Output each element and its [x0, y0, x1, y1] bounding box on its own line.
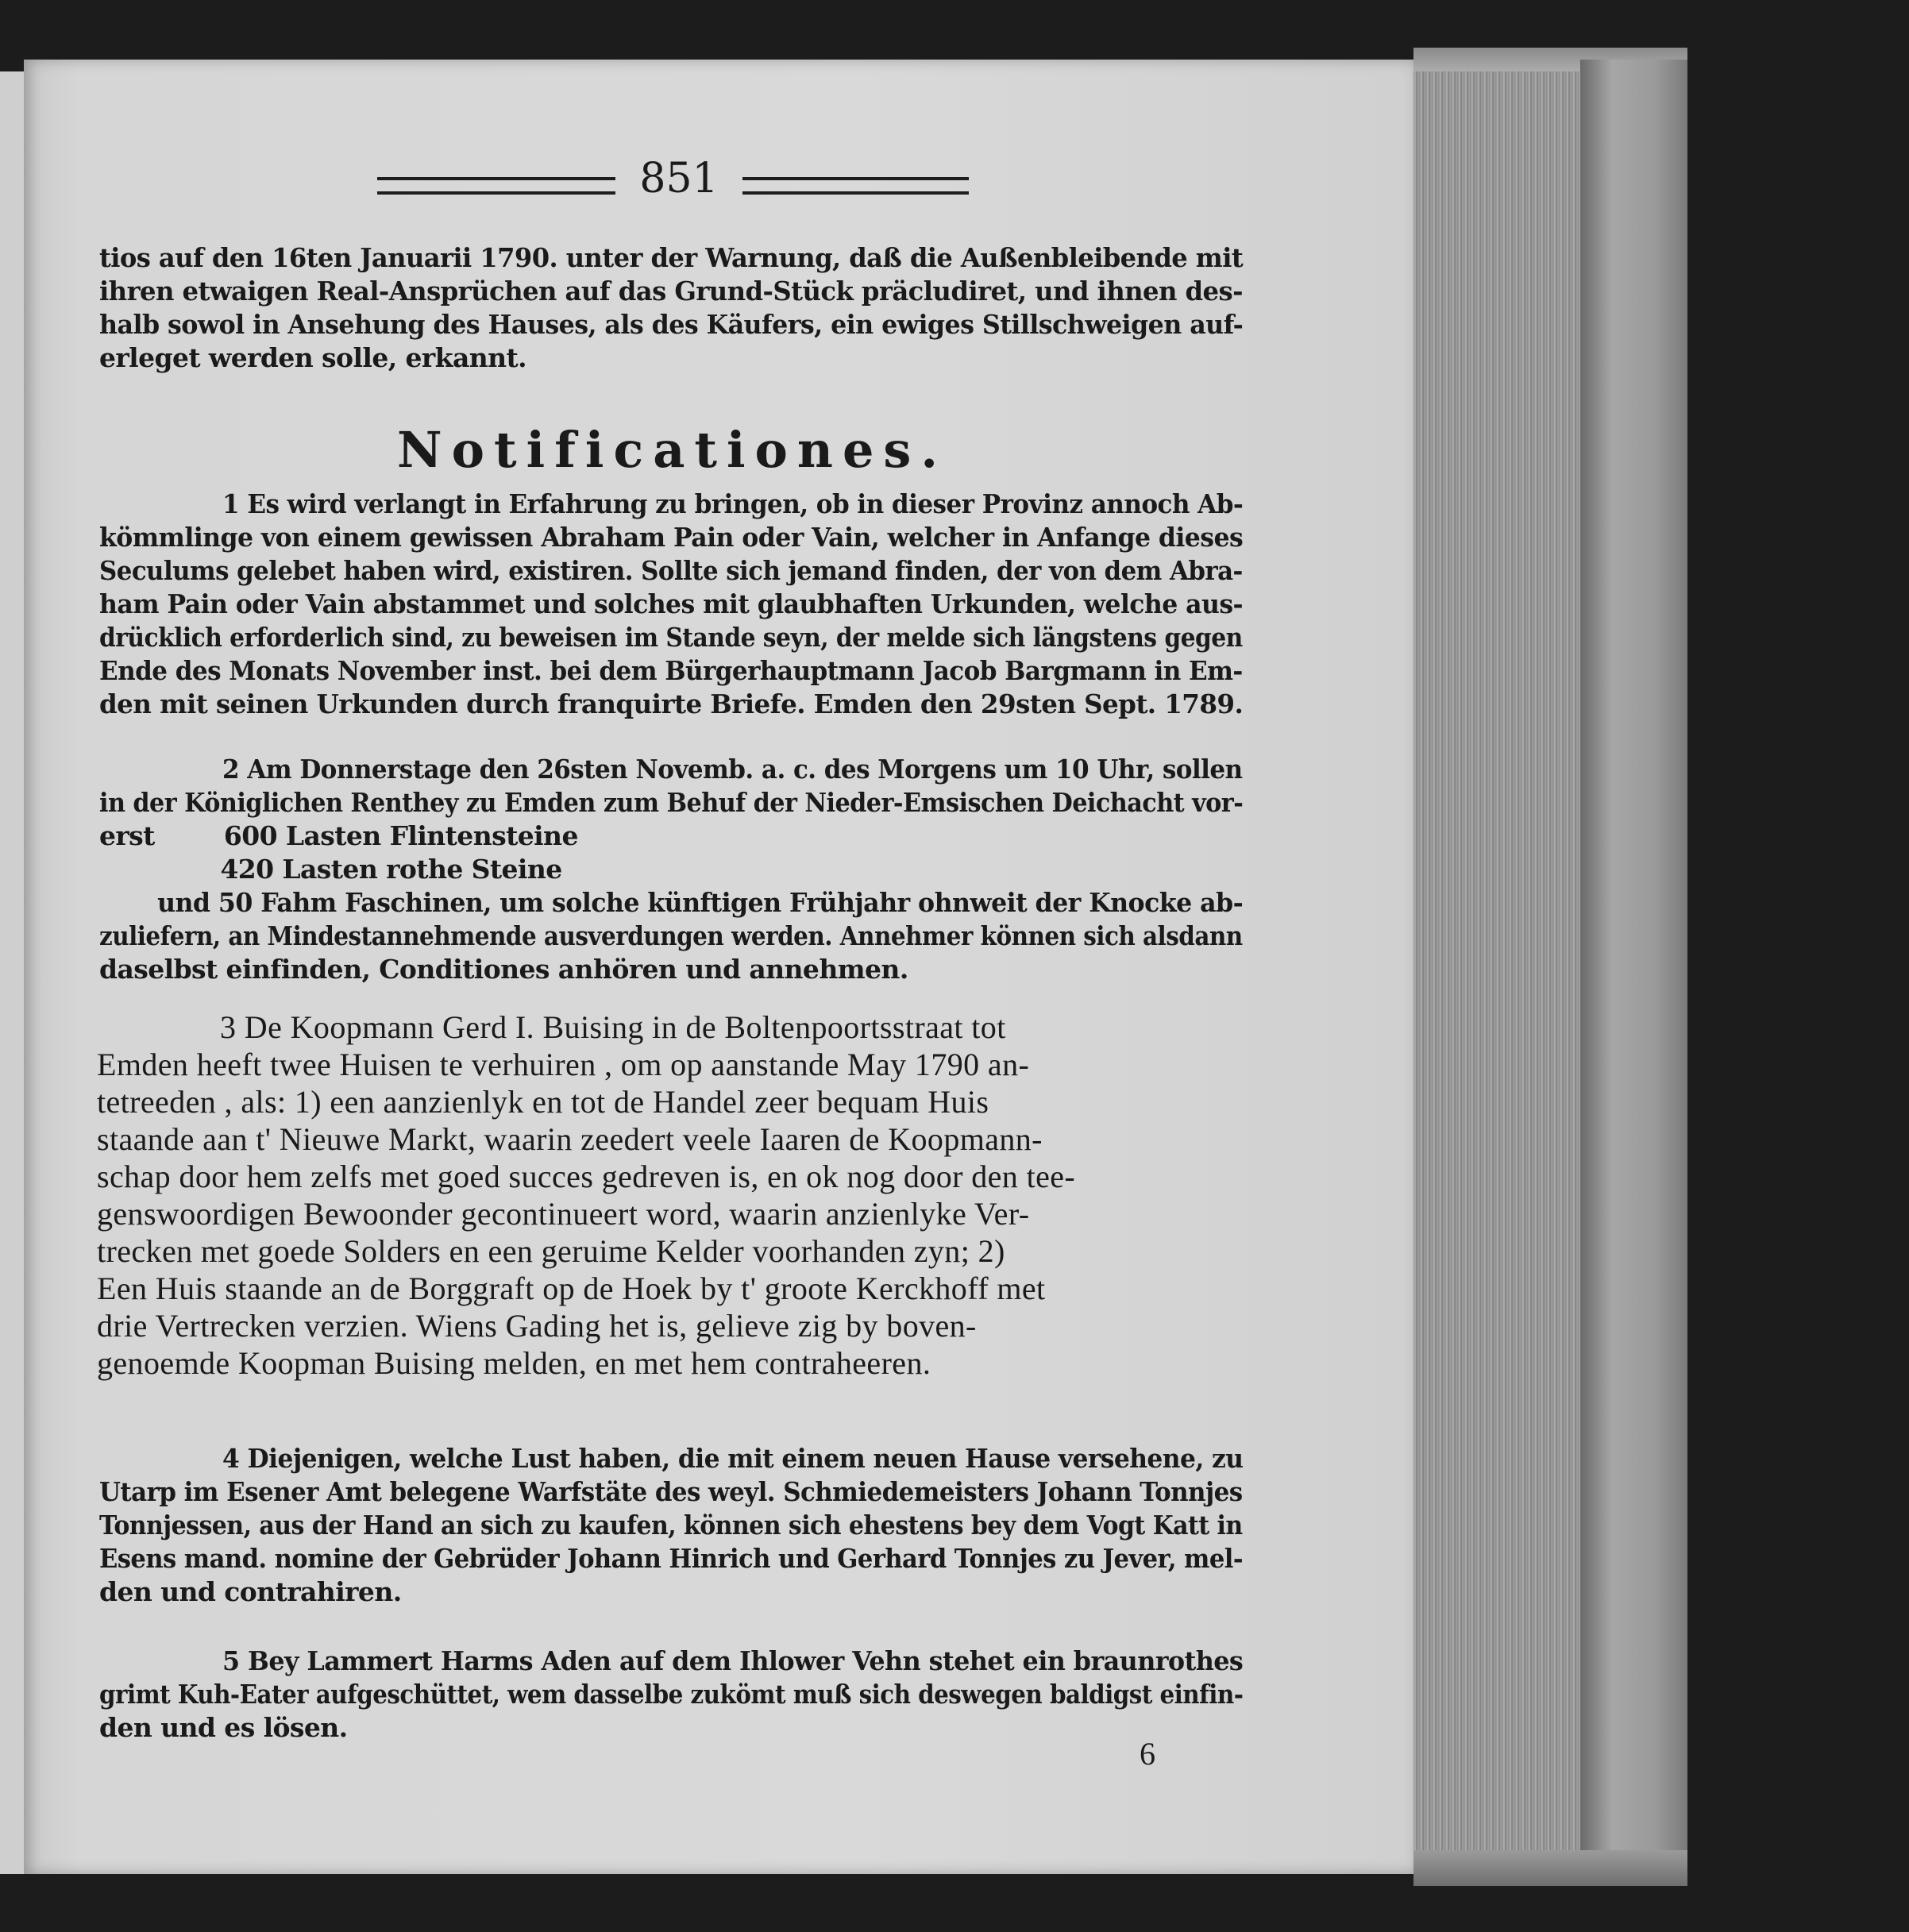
text-line: kömmlinge von einem gewissen Abraham Pain oder Vain, welcher in Anfange dieses: [99, 522, 1244, 553]
text-line: staande aan t' Nieuwe Markt, waarin zeedert veele Iaaren de Koopmann-: [97, 1121, 1043, 1157]
text-line: zuliefern, an Mindestannehmende ausverdungen werden. Annehmer können sich alsdann: [99, 920, 1243, 951]
text-line: trecken met goede Solders en een geruime Kelder voorhanden zyn; 2): [97, 1233, 1005, 1269]
text-line: den und es lösen.: [99, 1712, 348, 1743]
text-line: Utarp im Esener Amt belegene Warfstäte des weyl. Schmiedemeisters Johann Tonnjes: [99, 1476, 1243, 1507]
continuation-paragraph: [99, 241, 1243, 391]
text-line: daselbst einfinden, Conditiones anhören und annehmen.: [99, 954, 908, 985]
header-rule-left: [377, 177, 615, 195]
text-line: Tonnjessen, aus der Hand an sich zu kaufen, können sich ehestens bey dem Vogt Katt in: [99, 1510, 1243, 1541]
text-line: erst 600 Lasten Flintensteine: [99, 820, 578, 851]
text-line: halb sowol in Ansehung des Hauses, als des Käufers, ein ewiges Stillschweigen auf-: [99, 309, 1244, 340]
text-line: tios auf den 16ten Januarii 1790. unter der Warnung, daß die Außenbleibende mit: [99, 242, 1244, 273]
text-line: genoemde Koopman Buising melden, en met hem contraheeren.: [97, 1345, 931, 1381]
text-line: 2 Am Donnerstage den 26sten Novemb. a. c. des Morgens um 10 Uhr, sollen: [222, 754, 1243, 785]
notice-4: [99, 1441, 1243, 1616]
cover-bottom: [1413, 1850, 1687, 1886]
text-line: ihren etwaigen Real-Ansprüchen auf das Grund-Stück präcludiret, und ihnen des-: [99, 276, 1243, 307]
text-line: genswoordigen Bewoonder gecontinueert word, waarin anzienlyke Ver-: [97, 1196, 1030, 1232]
text-line: ham Pain oder Vain abstammet und solches mit glaubhaften Urkunden, welche aus-: [99, 588, 1244, 619]
section-heading: Notificationes.: [397, 421, 947, 479]
text-line: Emden heeft twee Huisen te verhuiren , om op aanstande May 1790 an-: [97, 1047, 1030, 1082]
text-line: grimt Kuh-Eater aufgeschüttet, wem dasselbe zukömt muß sich deswegen baldigst einfin-: [99, 1679, 1244, 1710]
page-edges: [1413, 71, 1580, 1850]
text-line: und 50 Fahm Faschinen, um solche künftigen Frühjahr ohnweit der Knocke ab-: [99, 887, 1244, 918]
book-cover: [1580, 60, 1687, 1878]
text-line: 4 Diejenigen, welche Lust haben, die mit einem neuen Hause versehene, zu: [222, 1443, 1244, 1474]
text-line: Seculums gelebet haben wird, existiren. Sollte sich jemand finden, der von dem Abra-: [99, 555, 1243, 586]
text-line: tetreeden , als: 1) een aanzienlyk en tot de Handel zeer bequam Huis: [97, 1084, 989, 1120]
text-line: in der Königlichen Renthey zu Emden zum Behuf der Nieder-Emsischen Deichacht vor-: [99, 787, 1244, 818]
header-rule-right: [742, 177, 969, 195]
text-line: erleget werden solle, erkannt.: [99, 342, 527, 373]
text-line: Esens mand. nomine der Gebrüder Johann Hinrich und Gerhard Tonnjes zu Jever, mel-: [99, 1543, 1243, 1574]
text-line: 5 Bey Lammert Harms Aden auf dem Ihlower Vehn stehet ein braunrothes: [222, 1645, 1244, 1676]
notice-5: [99, 1644, 1243, 1755]
catchword: 6: [1140, 1736, 1155, 1772]
text-line: 420 Lasten rothe Steine: [99, 854, 562, 885]
text-line: schap door hem zelfs met goed succes gedreven is, en ok nog door den tee-: [97, 1159, 1076, 1194]
text-line: 1 Es wird verlangt in Erfahrung zu bringen, ob in dieser Provinz annoch Ab-: [222, 488, 1244, 519]
text-line: drücklich erforderlich sind, zu beweisen im Stande seyn, der melde sich längstens gegen: [99, 622, 1243, 653]
text-line: den mit seinen Urkunden durch franquirte Briefe. Emden den 29sten Sept. 1789.: [99, 688, 1244, 719]
left-page-edge: [0, 71, 26, 1874]
notice-3: [97, 1008, 1248, 1390]
text-line: drie Vertrecken verzien. Wiens Gading het is, gelieve zig by boven-: [97, 1308, 977, 1344]
text-line: den und contrahiren.: [99, 1576, 402, 1607]
page: [24, 60, 1413, 1874]
text-line: 3 De Koopmann Gerd I. Buising in de Boltenpoortsstraat tot: [220, 1009, 1006, 1045]
notice-1: [99, 487, 1243, 733]
notice-2: [99, 752, 1243, 990]
text-line: Een Huis staande an de Borggraft op de Hoek by t' groote Kerckhoff met: [97, 1271, 1046, 1306]
text-line: Ende des Monats November inst. bei dem Bürgerhauptmann Jacob Bargmann in Em-: [99, 655, 1243, 686]
page-number: 851: [639, 155, 719, 202]
